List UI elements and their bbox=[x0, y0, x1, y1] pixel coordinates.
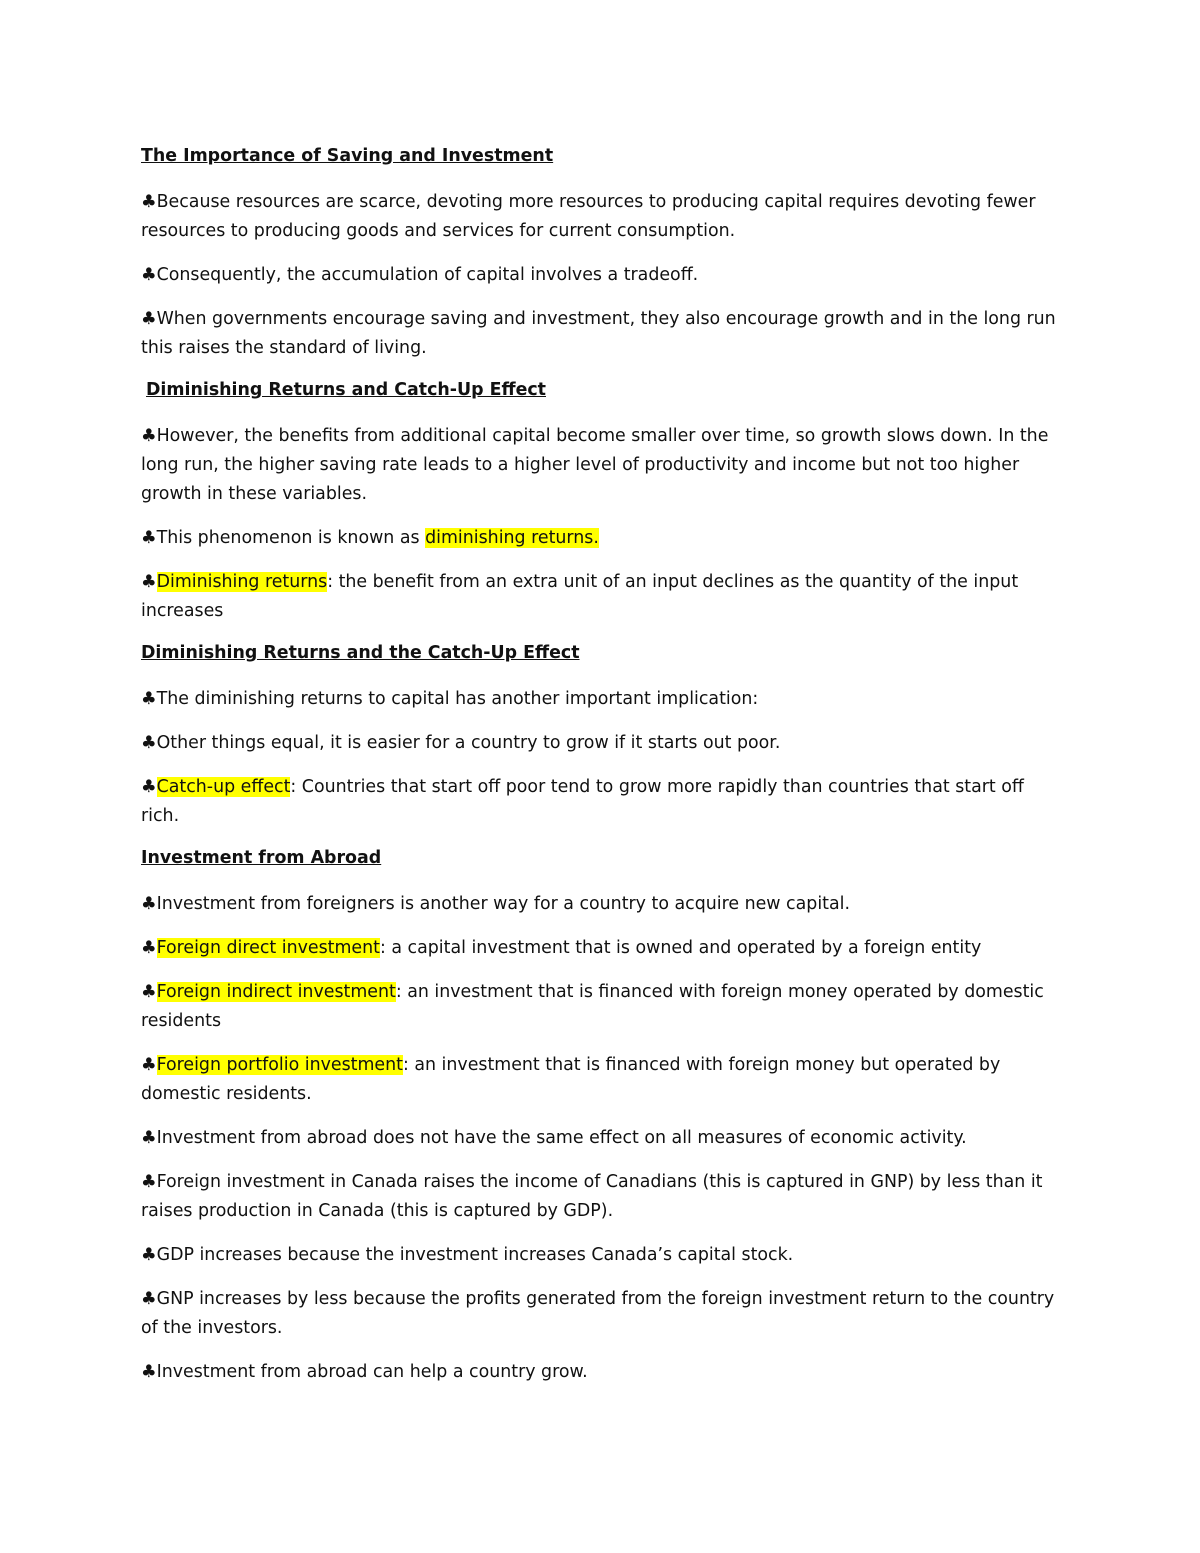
highlighted-term: Catch-up effect bbox=[156, 777, 291, 797]
highlighted-term: Foreign indirect investment bbox=[156, 982, 396, 1002]
club-bullet-icon: ♣ bbox=[141, 1245, 157, 1265]
bullet-paragraph bbox=[141, 773, 1060, 831]
bullet-paragraph bbox=[141, 729, 1060, 758]
paragraph-text: : an investment that is financed with foreign money operated by domestic residents bbox=[141, 982, 1044, 1031]
bullet-paragraph bbox=[141, 890, 1060, 919]
bullet-paragraph bbox=[141, 188, 1060, 246]
paragraph-text: The diminishing returns to capital has another important implication: bbox=[156, 689, 759, 709]
paragraph-text: Investment from abroad does not have the same effect on all measures of economic activity. bbox=[156, 1128, 967, 1148]
paragraph-text: Because resources are scarce, devoting more resources to producing capital requires devoting fewer resources to producing goods and services for current consumption. bbox=[141, 192, 1036, 241]
bullet-paragraph bbox=[141, 685, 1060, 714]
bullet-paragraph bbox=[141, 1241, 1060, 1270]
bullet-paragraph bbox=[141, 1051, 1060, 1109]
paragraph-text: : an investment that is financed with foreign money but operated by domestic residents. bbox=[141, 1055, 1001, 1104]
bullet-paragraph bbox=[141, 261, 1060, 290]
highlighted-term: Foreign direct investment bbox=[156, 938, 380, 958]
paragraph-text: This phenomenon is known as bbox=[156, 528, 426, 548]
bullet-paragraph bbox=[141, 422, 1060, 509]
bullet-paragraph bbox=[141, 1168, 1060, 1226]
paragraph-text: However, the benefits from additional capital become smaller over time, so growth slows down. In the long run, the higher saving rate leads to a higher level of productivity and income but not too higher growth in these variables. bbox=[141, 426, 1049, 504]
club-bullet-icon: ♣ bbox=[141, 528, 157, 548]
club-bullet-icon: ♣ bbox=[141, 1055, 157, 1075]
bullet-paragraph bbox=[141, 978, 1060, 1036]
club-bullet-icon: ♣ bbox=[141, 689, 157, 709]
club-bullet-icon: ♣ bbox=[141, 265, 157, 285]
highlighted-term: Diminishing returns bbox=[156, 572, 328, 592]
club-bullet-icon: ♣ bbox=[141, 192, 157, 212]
paragraph-text: Consequently, the accumulation of capital involves a tradeoff. bbox=[156, 265, 699, 285]
club-bullet-icon: ♣ bbox=[141, 1172, 157, 1192]
bullet-paragraph bbox=[141, 524, 1060, 553]
section-heading: Diminishing Returns and the Catch-Up Effect bbox=[141, 643, 580, 663]
highlighted-term: diminishing returns. bbox=[425, 528, 599, 548]
paragraph-text: : Countries that start off poor tend to grow more rapidly than countries that start off rich. bbox=[141, 777, 1024, 826]
paragraph-text: Foreign investment in Canada raises the income of Canadians (this is captured in GNP) by less than it raises production in Canada (this is captured by GDP). bbox=[141, 1172, 1043, 1221]
club-bullet-icon: ♣ bbox=[141, 309, 157, 329]
club-bullet-icon: ♣ bbox=[141, 426, 157, 446]
paragraph-text: Investment from abroad can help a country grow. bbox=[156, 1362, 588, 1382]
club-bullet-icon: ♣ bbox=[141, 1289, 157, 1309]
paragraph-text: Investment from foreigners is another way for a country to acquire new capital. bbox=[156, 894, 850, 914]
bullet-paragraph bbox=[141, 305, 1060, 363]
section-heading: Investment from Abroad bbox=[141, 848, 382, 868]
paragraph-text: : a capital investment that is owned and operated by a foreign entity bbox=[379, 938, 982, 958]
bullet-paragraph bbox=[141, 568, 1060, 626]
section-heading: Diminishing Returns and Catch-Up Effect bbox=[146, 380, 546, 400]
club-bullet-icon: ♣ bbox=[141, 894, 157, 914]
club-bullet-icon: ♣ bbox=[141, 572, 157, 592]
club-bullet-icon: ♣ bbox=[141, 733, 157, 753]
bullet-paragraph bbox=[141, 934, 1060, 963]
paragraph-text: GNP increases by less because the profits generated from the foreign investment return to the country of the investors. bbox=[141, 1289, 1055, 1338]
section-heading: The Importance of Saving and Investment bbox=[141, 146, 554, 166]
bullet-paragraph bbox=[141, 1285, 1060, 1343]
club-bullet-icon: ♣ bbox=[141, 1128, 157, 1148]
paragraph-text: GDP increases because the investment increases Canada’s capital stock. bbox=[156, 1245, 794, 1265]
club-bullet-icon: ♣ bbox=[141, 938, 157, 958]
bullet-paragraph bbox=[141, 1124, 1060, 1153]
paragraph-text: When governments encourage saving and investment, they also encourage growth and in the long run this raises the standard of living. bbox=[141, 309, 1056, 358]
highlighted-term: Foreign portfolio investment bbox=[156, 1055, 403, 1075]
bullet-paragraph bbox=[141, 1358, 1060, 1387]
paragraph-text: Other things equal, it is easier for a country to grow if it starts out poor. bbox=[156, 733, 781, 753]
club-bullet-icon: ♣ bbox=[141, 1362, 157, 1382]
club-bullet-icon: ♣ bbox=[141, 982, 157, 1002]
paragraph-text: : the benefit from an extra unit of an input declines as the quantity of the input increases bbox=[141, 572, 1019, 621]
club-bullet-icon: ♣ bbox=[141, 777, 157, 797]
